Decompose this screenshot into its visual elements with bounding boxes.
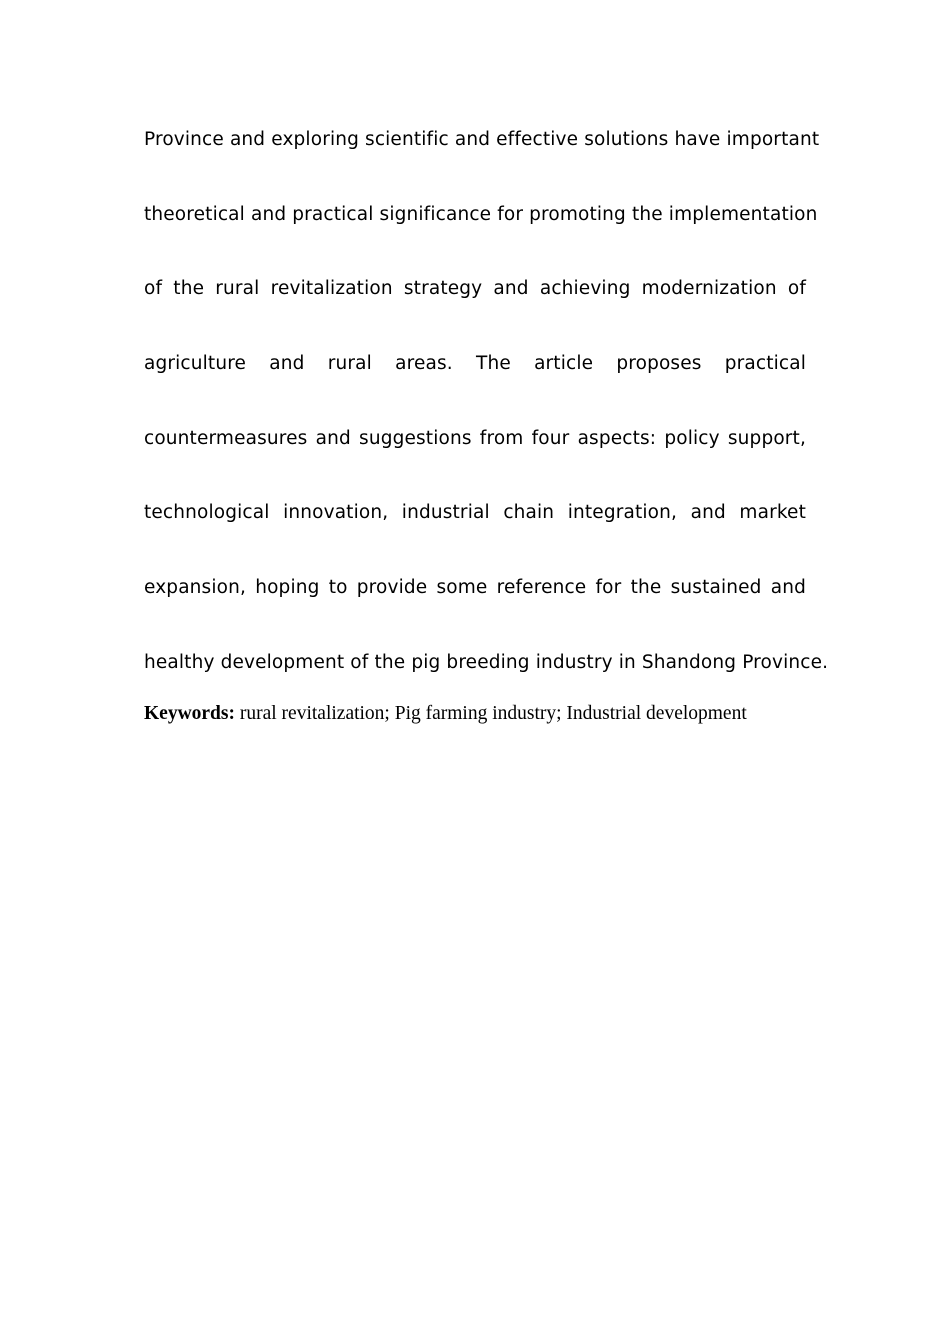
abstract-line: technological innovation, industrial chain integration, and market [144,502,806,524]
abstract-line: agriculture and rural areas. The article proposes practical [144,353,806,375]
abstract-line: countermeasures and suggestions from four aspects: policy support, [144,427,806,449]
abstract-line: of the rural revitalization strategy and achieving modernization of [144,278,806,300]
abstract-line: theoretical and practical significance for promoting the implementation [144,203,818,225]
abstract-paragraph [144,122,829,685]
keywords-label: Keywords: [144,703,235,724]
keywords-line [144,702,747,726]
abstract-line: Province and exploring scientific and effective solutions have important [144,129,820,150]
keywords-text: rural revitalization; Pig farming industry; Industrial development [239,703,747,724]
abstract-line-last: healthy development of the pig breeding industry in Shandong Province. [144,651,829,673]
abstract-line: expansion, hoping to provide some reference for the sustained and [144,577,806,599]
